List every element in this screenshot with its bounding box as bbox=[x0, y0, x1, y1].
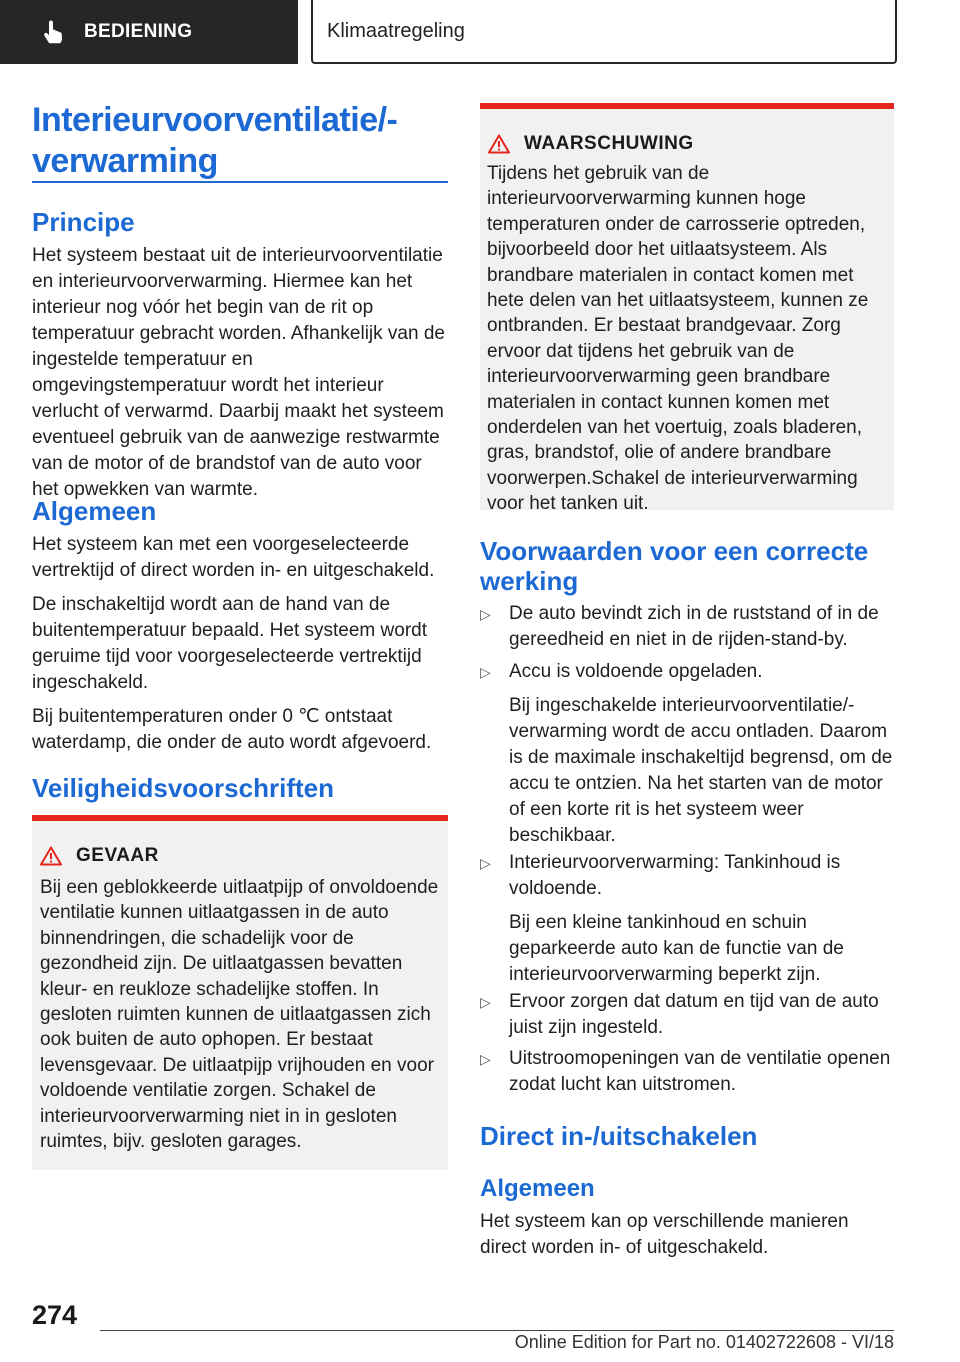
warning-title-row bbox=[488, 133, 694, 155]
list-item-text: Accu is voldoende opgeladen. bbox=[509, 661, 763, 682]
warning-text: Tijdens het gebruik van de interieurvoorverwarming kunnen hoge temperaturen onder de carrosserie optreden, bijvoorbeeld door het uitlaatsysteem. Als brandbare materialen in contact komen met hete delen van het uitlaatsysteem, kunnen ze ontbranden. Er bestaat brandgevaar. Zorg ervoor dat tijdens het gebruik van de interieurvoorverwarming geen brandbare materialen in contact kunnen komen met onderdelen van het voertuig, zoals bladeren, gras, brandstof, olie of andere brandbare voorwerpen.Schakel de interieurverwarming voor het tanken uit. bbox=[487, 163, 869, 515]
bullet-arrow-icon: ▷ bbox=[480, 1051, 491, 1067]
list-item-subtext: Bij ingeschakelde interieurvoorventilatie/-verwarming wordt de accu ontladen. Daarom is de maximale inschakeltijd begrensd, om de accu te ontzien. Na het starten van de motor of een korte rit is het systeem weer beschikbaar. bbox=[509, 695, 893, 846]
danger-text: Bij een geblokkeerde uitlaatpijp of onvoldoende ventilatie kunnen uitlaatgassen in de auto binnendringen, die schadelijk voor de gezondheid zijn. De uitlaatgassen bevatten kleur- en reukloze schadelijke stoffen. In gesloten ruimten kunnen de uitlaatgassen zich ook buiten de auto ophopen. Er bestaat levensgevaar. De uitlaatpijp vrijhouden en voor voldoende ventilatie zorgen. Schakel de interieurvoorverwarming niet in in gesloten ruimtes, bijv. gesloten garages. bbox=[40, 877, 439, 1153]
voorwaarden-section bbox=[480, 536, 894, 596]
direct-subheading: Algemeen bbox=[480, 1175, 595, 1202]
direct-section bbox=[480, 1121, 894, 1261]
danger-box bbox=[32, 815, 448, 1170]
title-rule bbox=[32, 181, 448, 183]
section-tab bbox=[0, 0, 298, 64]
bullet-arrow-icon: ▷ bbox=[480, 994, 491, 1010]
danger-title-row bbox=[40, 845, 159, 867]
veiligheid-heading: Veiligheidsvoorschriften bbox=[32, 773, 334, 803]
footer-rule bbox=[100, 1330, 894, 1331]
warning-triangle-icon bbox=[40, 846, 62, 866]
edition-text: Online Edition for Part no. 01402722608 - VI/18 bbox=[514, 1332, 894, 1352]
warning-bar bbox=[480, 103, 894, 109]
direct-text: Het systeem kan op verschillende manieren direct worden in- of uitgeschakeld. bbox=[480, 1211, 849, 1258]
principe-section bbox=[32, 207, 448, 503]
algemeen-p3: Bij buitentemperaturen onder 0 ℃ ontstaat waterdamp, die onder de auto wordt afgevoerd. bbox=[32, 706, 432, 753]
page-number: 274 bbox=[32, 1300, 78, 1330]
warning-triangle-icon bbox=[488, 134, 510, 154]
voorwaarden-heading: Voorwaarden voor een correcte werking bbox=[480, 536, 869, 596]
direct-heading: Direct in-/uitschakelen bbox=[480, 1121, 758, 1151]
list-item-text: Ervoor zorgen dat datum en tijd van de auto juist zijn ingesteld. bbox=[509, 991, 879, 1038]
warning-box bbox=[480, 103, 894, 515]
danger-bar bbox=[32, 815, 448, 821]
principe-heading: Principe bbox=[32, 207, 135, 237]
algemeen-p1: Het systeem kan met een voorgeselecteerde vertrektijd of direct worden in- en uitgeschakeld. bbox=[32, 534, 435, 581]
list-item-text: Uitstroomopeningen van de ventilatie openen zodat lucht kan uitstromen. bbox=[509, 1048, 891, 1095]
page-title: Interieurvoorventilatie/- verwarming bbox=[32, 101, 398, 180]
algemeen-heading: Algemeen bbox=[32, 496, 157, 526]
chapter-label: Klimaatregeling bbox=[327, 19, 465, 42]
principe-text: Het systeem bestaat uit de interieurvoorventilatie en interieurvoorverwarming. Hiermee kan het interieur nog vóór het begin van de rit op temperatuur gebracht worden. Afhankelijk van de ingestelde temperatuur en omgevingstemperatuur wordt het interieur verlucht of verwarmd. Daarbij maakt het systeem eventueel gebruik van de aanwezige restwarmte van de motor of de brandstof van de auto voor het opwekken van warmte. bbox=[32, 245, 445, 500]
page-header bbox=[0, 0, 960, 66]
danger-title: GEVAAR bbox=[76, 845, 159, 866]
bullet-arrow-icon: ▷ bbox=[480, 606, 491, 622]
hand-pointer-icon bbox=[40, 19, 66, 45]
list-item-subtext: Bij een kleine tankinhoud en schuin geparkeerde auto kan de functie van de interieurvoorverwarming beperkt zijn. bbox=[509, 912, 844, 985]
algemeen-section bbox=[32, 496, 448, 756]
veiligheid-section bbox=[32, 773, 448, 803]
section-label: BEDIENING bbox=[84, 21, 193, 42]
bullet-arrow-icon: ▷ bbox=[480, 855, 491, 871]
warning-title: WAARSCHUWING bbox=[524, 133, 694, 154]
algemeen-p2: De inschakeltijd wordt aan de hand van de buitentemperatuur bepaald. Het systeem wordt geruime tijd voor voorgeselecteerde vertrektijd ingeschakeld. bbox=[32, 594, 427, 693]
chapter-tab bbox=[311, 0, 897, 64]
list-item-text: Interieurvoorverwarming: Tankinhoud is voldoende. bbox=[509, 852, 841, 899]
bullet-arrow-icon: ▷ bbox=[480, 664, 491, 680]
list-item-text: De auto bevindt zich in de ruststand of in de gereedheid en niet in de rijden-stand-by. bbox=[509, 603, 879, 650]
